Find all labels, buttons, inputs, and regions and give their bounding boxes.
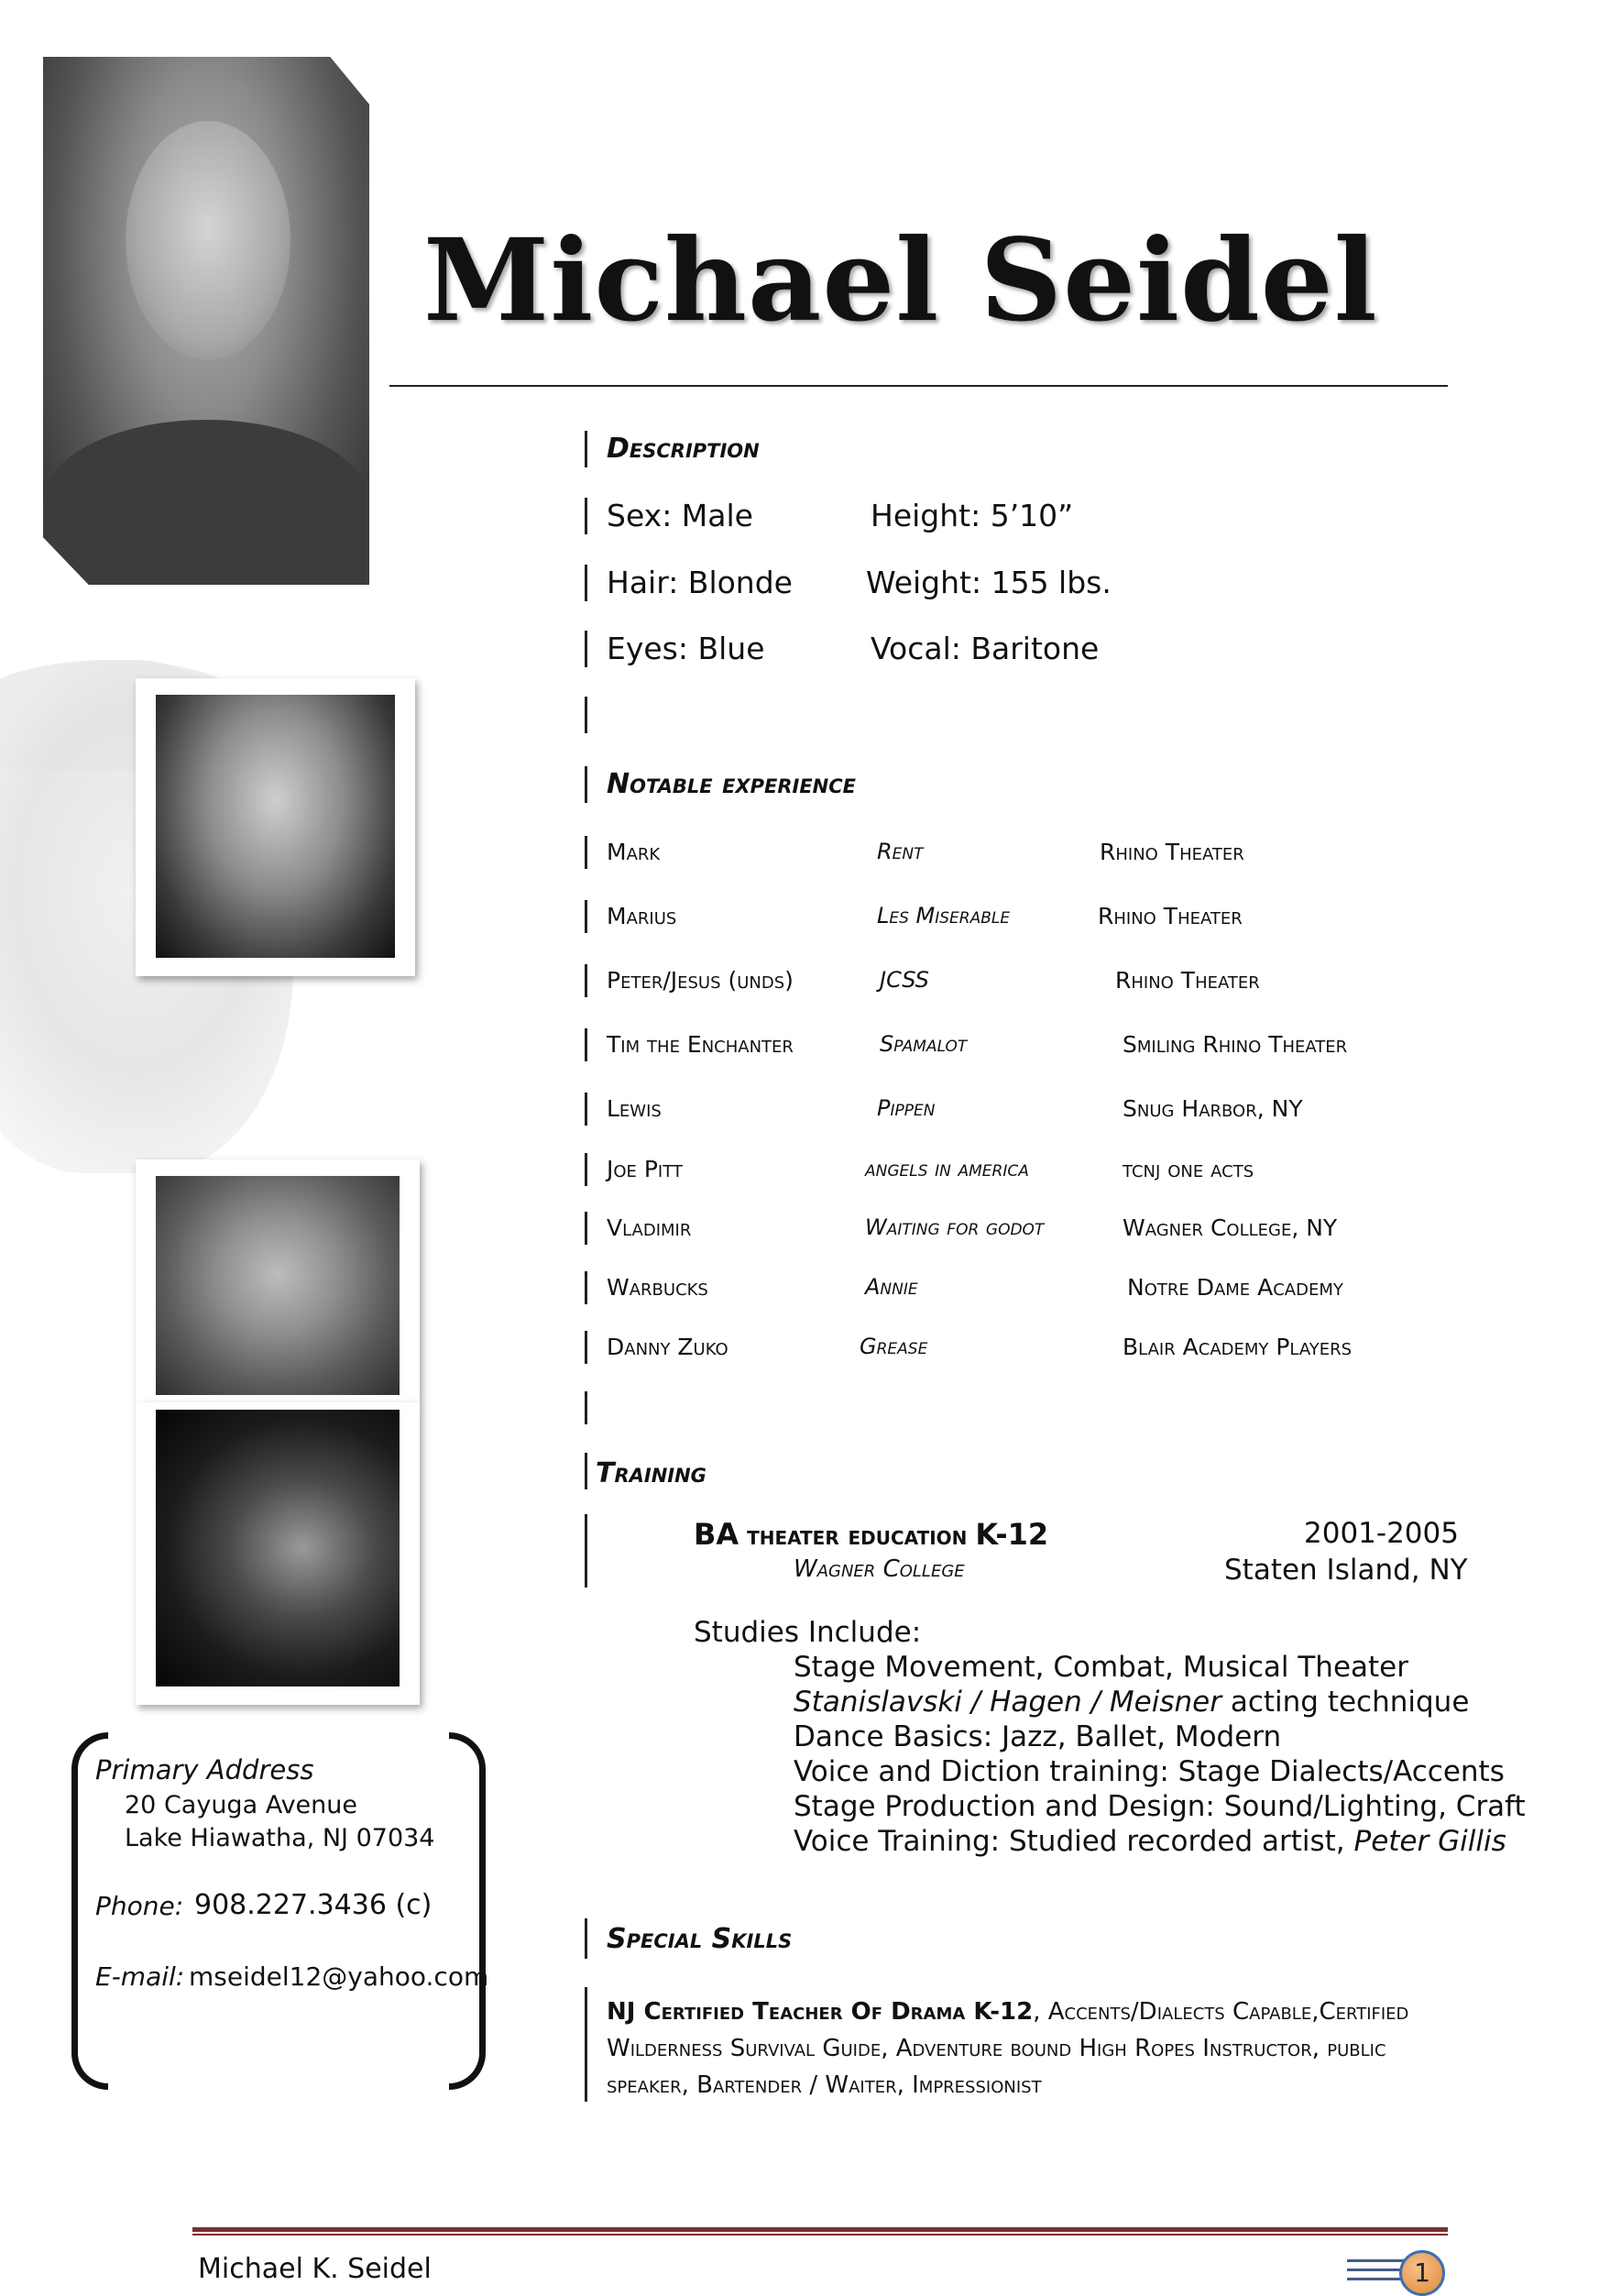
skills-list: , Accents/Dialects Capable,Certified Wilderness Survival Guide, Adventure bound High Ropes Instructor, public speaker, Bartender / Waiter, Impressionist (607, 1998, 1409, 2099)
study-item: Voice and Diction training: Stage Dialects/Accents (794, 1755, 1505, 1788)
performance-photo-2-image (156, 1176, 400, 1395)
venue-name: Rhino Theater (1100, 839, 1244, 865)
address-label-text: Primary Address (95, 1754, 314, 1785)
role-name: Tim the Enchanter (607, 1031, 794, 1058)
section-bar (585, 565, 587, 601)
eyes-value: Eyes: Blue (607, 631, 765, 666)
venue-name: tcnj one acts (1123, 1156, 1254, 1182)
section-bar (585, 1391, 587, 1424)
height-value: Height: 5’10” (871, 498, 1074, 533)
study-item: Stage Production and Design: Sound/Lighting, Craft (794, 1790, 1526, 1823)
section-bar (585, 1918, 587, 1959)
footer-divider-thin (192, 2234, 1448, 2236)
footer-divider (192, 2227, 1448, 2232)
section-bar (585, 766, 587, 803)
section-bar (585, 1028, 587, 1061)
performance-photo-2 (136, 1159, 420, 1402)
training-years: 2001-2005 (1304, 1517, 1459, 1550)
role-name: Joe Pitt (607, 1156, 683, 1182)
right-bracket (449, 1732, 486, 2090)
description-heading: Description (607, 433, 760, 465)
study-item-suffix: acting technique (1230, 1686, 1470, 1719)
phone-number[interactable]: 908.227.3436 (c) (194, 1889, 433, 1921)
role-name: Lewis (607, 1095, 662, 1122)
section-bar (585, 1093, 587, 1126)
skills-text (607, 1994, 1450, 2104)
section-bar (585, 1987, 587, 2102)
title-divider (389, 385, 1448, 387)
degree-grade: K-12 (975, 1517, 1049, 1552)
degree-abbrev: BA (694, 1517, 739, 1552)
section-bar (585, 900, 587, 933)
venue-name: Snug Harbor, NY (1123, 1095, 1303, 1122)
section-bar (585, 631, 587, 667)
section-bar (585, 1453, 587, 1489)
venue-name: Smiling Rhino Theater (1123, 1031, 1348, 1058)
page-title: Michael Seidel (423, 214, 1378, 347)
role-name: Vladimir (607, 1214, 692, 1241)
study-item (794, 1686, 1469, 1719)
section-bar (585, 1514, 587, 1587)
address-label (95, 1754, 313, 1785)
study-item-artist: Peter Gillis (1353, 1825, 1506, 1858)
email-label-text: E-mail: (95, 1961, 185, 1992)
vocal-value: Vocal: Baritone (871, 631, 1100, 666)
address-street: 20 Cayuga Avenue (125, 1791, 358, 1819)
role-name: Peter/Jesus (unds) (607, 967, 794, 994)
skills-certification: NJ Certified Teacher Of Drama K-12 (607, 1998, 1034, 2026)
section-bar (585, 697, 587, 733)
show-title: JCSS (880, 967, 929, 993)
phone-label (95, 1891, 183, 1921)
section-bar (585, 1331, 587, 1364)
performance-photo-1-image (156, 695, 395, 958)
section-bar (585, 498, 587, 534)
phone-label-text: Phone: (95, 1891, 184, 1921)
show-title: Grease (860, 1334, 928, 1359)
study-item (794, 1825, 1506, 1858)
hair-value: Hair: Blonde (607, 565, 793, 600)
venue-name: Notre Dame Academy (1127, 1274, 1343, 1301)
skills-heading: Special Skills (607, 1923, 793, 1955)
training-school: Wagner College (794, 1555, 965, 1583)
show-title: Les Miserable (877, 903, 1011, 928)
studies-label: Studies Include: (694, 1616, 922, 1649)
venue-name: Blair Academy Players (1123, 1334, 1353, 1360)
study-item-prefix: Voice Training: Studied recorded artist, (794, 1825, 1345, 1858)
email-address[interactable]: mseidel12@yahoo.com (189, 1961, 489, 1992)
show-title: Spamalot (880, 1031, 968, 1057)
performance-photo-1 (136, 678, 415, 976)
headshot-photo (23, 37, 389, 605)
degree-field: theater education (747, 1521, 968, 1551)
headshot-face (126, 121, 290, 359)
sex-value: Sex: Male (607, 498, 753, 533)
performance-photo-3-image (156, 1410, 400, 1686)
venue-name: Rhino Theater (1115, 967, 1260, 994)
role-name: Danny Zuko (607, 1334, 728, 1360)
section-bar (585, 836, 587, 869)
footer-name: Michael K. Seidel (198, 2253, 432, 2285)
training-heading: Training (596, 1457, 706, 1489)
section-bar (585, 1212, 587, 1245)
training-location: Staten Island, NY (1224, 1554, 1468, 1587)
performance-photo-3 (136, 1402, 420, 1705)
show-title: Rent (877, 839, 924, 864)
show-title: Annie (865, 1274, 918, 1300)
page-number: 1 (1399, 2250, 1445, 2296)
show-title: angels in america (865, 1156, 1029, 1181)
degree-title (694, 1517, 1048, 1552)
venue-name: Wagner College, NY (1123, 1214, 1338, 1241)
email-label (95, 1961, 184, 1992)
study-item-names: Stanislavski / Hagen / Meisner (794, 1686, 1221, 1719)
address-city: Lake Hiawatha, NJ 07034 (125, 1824, 435, 1852)
role-name: Warbucks (607, 1274, 708, 1301)
experience-heading: Notable experience (607, 768, 857, 800)
role-name: Marius (607, 903, 677, 929)
role-name: Mark (607, 839, 661, 865)
section-bar (585, 1153, 587, 1186)
study-item: Stage Movement, Combat, Musical Theater (794, 1651, 1408, 1684)
section-bar (585, 964, 587, 997)
study-item: Dance Basics: Jazz, Ballet, Modern (794, 1720, 1282, 1753)
headshot-image (43, 57, 369, 585)
show-title: Waiting for godot (865, 1214, 1045, 1240)
show-title: Pippen (877, 1095, 936, 1121)
section-bar (585, 431, 587, 467)
section-bar (585, 1271, 587, 1304)
weight-value: Weight: 155 lbs. (866, 565, 1112, 600)
venue-name: Rhino Theater (1098, 903, 1243, 929)
headshot-shoulders (43, 420, 369, 585)
